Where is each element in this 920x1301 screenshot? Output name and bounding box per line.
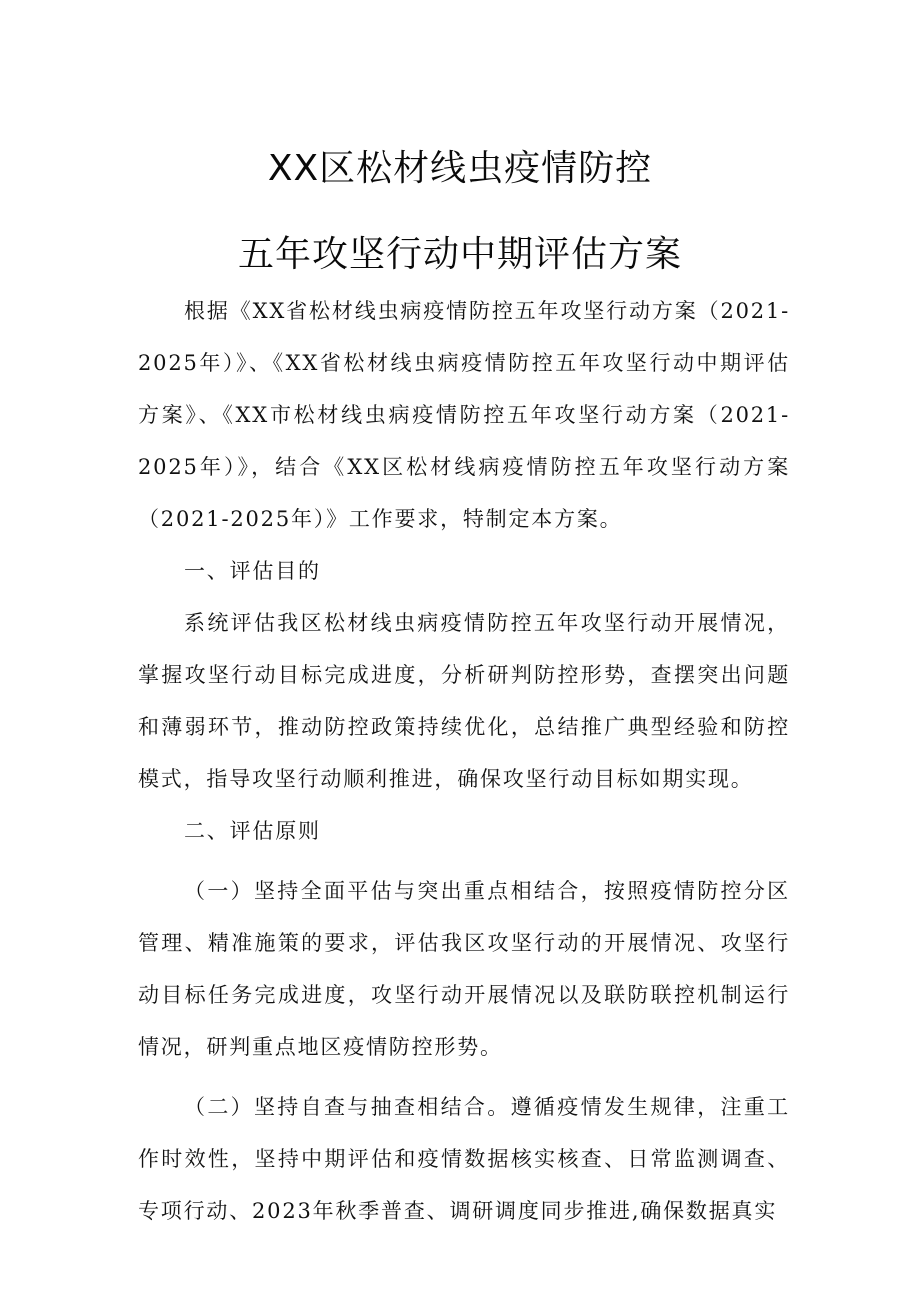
intro-paragraph: 根据《XX省松材线虫病疫情防控五年攻坚行动方案（2021-2025年）》、《XX省松材线虫病疫情防控五年攻坚行动中期评估方案》、《XX市松材线虫病疫情防控五年攻坚行动方案（2021-2025年）》，结合《XX区松材线病疫情防控五年攻坚行动方案（2021-2025年）》工作要求，特制定本方案。 (138, 299, 790, 531)
principle-paragraph-1: （一）坚持全面平估与突出重点相结合，按照疫情防控分区管理、精准施策的要求，评估我区攻坚行动的开展情况、攻坚行动目标任务完成进度，攻坚行动开展情况以及联防联控机制运行情况，研判重点地区疫情防控形势。 (138, 879, 790, 1059)
document-title-line-1: XX区松材线虫疫情防控 (267, 148, 653, 189)
section-heading-purpose: 一、评估目的 (184, 559, 321, 583)
purpose-paragraph: 系统评估我区松材线虫病疫情防控五年攻坚行动开展情况，掌握攻坚行动目标完成进度，分析研判防控形势，查摆突出问题和薄弱环节，推动防控政策持续优化，总结推广典型经验和防控模式，指导攻坚行动顺利推进，确保攻坚行动目标如期实现。 (138, 611, 790, 791)
document-body (138, 285, 790, 1237)
document-title-line-2: 五年攻坚行动中期评估方案 (237, 234, 682, 275)
principle-paragraph-2: （二）坚持自查与抽查相结合。遵循疫情发生规律，注重工作时效性，坚持中期评估和疫情数据核实核查、日常监测调查、专项行动、2023年秋季普查、调研调度同步推进,确保数据真实 (138, 1095, 790, 1223)
section-heading-principles: 二、评估原则 (184, 819, 321, 843)
